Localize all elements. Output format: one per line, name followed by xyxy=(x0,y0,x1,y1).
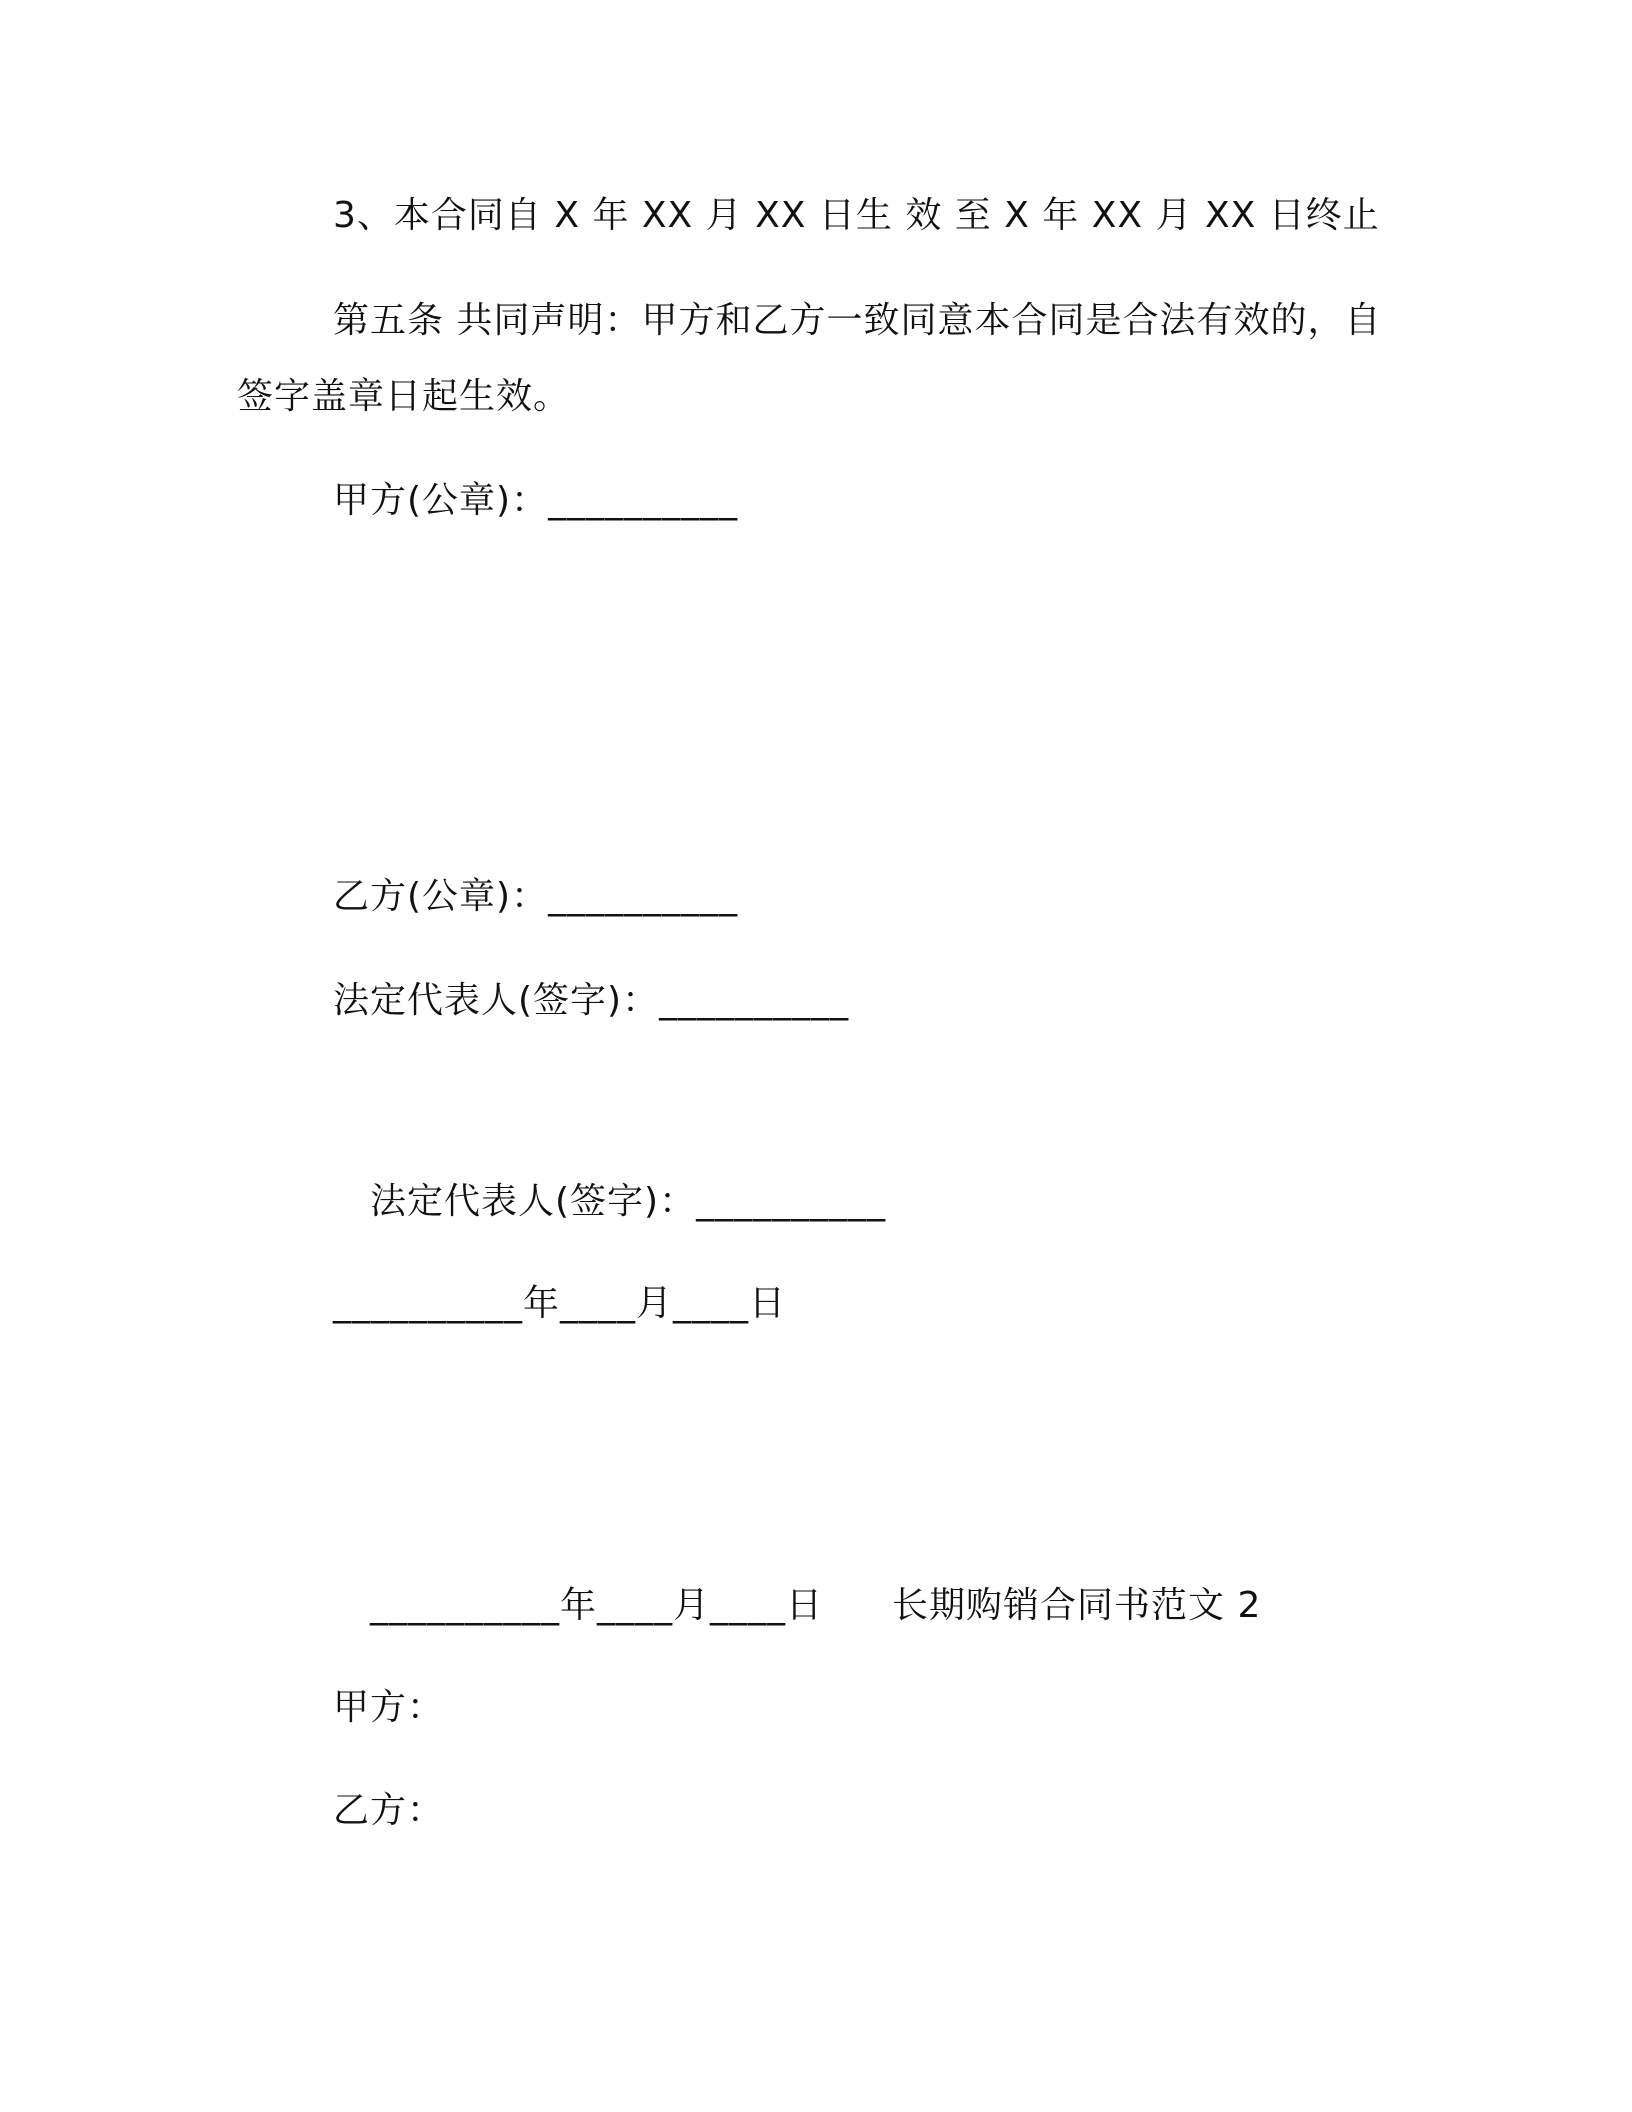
date-field-2: __________年____月____日 xyxy=(370,1585,823,1626)
legal-rep-signature-field-2: 法定代表人(签字)：__________ xyxy=(370,1181,887,1222)
clause-3-text: 3、本合同自 X 年 XX 月 XX 日生 效 至 X 年 XX 月 XX 日终止 xyxy=(333,195,1380,236)
legal-rep-signature-field-1: 法定代表人(签字)：__________ xyxy=(333,980,850,1021)
party-b-label: 乙方： xyxy=(333,1790,445,1831)
date-field-1: __________年____月____日 xyxy=(333,1283,786,1324)
party-b-seal-field: 乙方(公章)：__________ xyxy=(333,876,739,917)
article-5-line-2: 签字盖章日起生效。 xyxy=(237,376,571,417)
next-contract-title: 长期购销合同书范文 2 xyxy=(892,1585,1262,1626)
party-a-label: 甲方： xyxy=(333,1687,445,1728)
party-a-seal-field: 甲方(公章)：__________ xyxy=(333,480,739,521)
article-5-line-1: 第五条 共同声明：甲方和乙方一致同意本合同是合法有效的，自 xyxy=(333,300,1382,341)
